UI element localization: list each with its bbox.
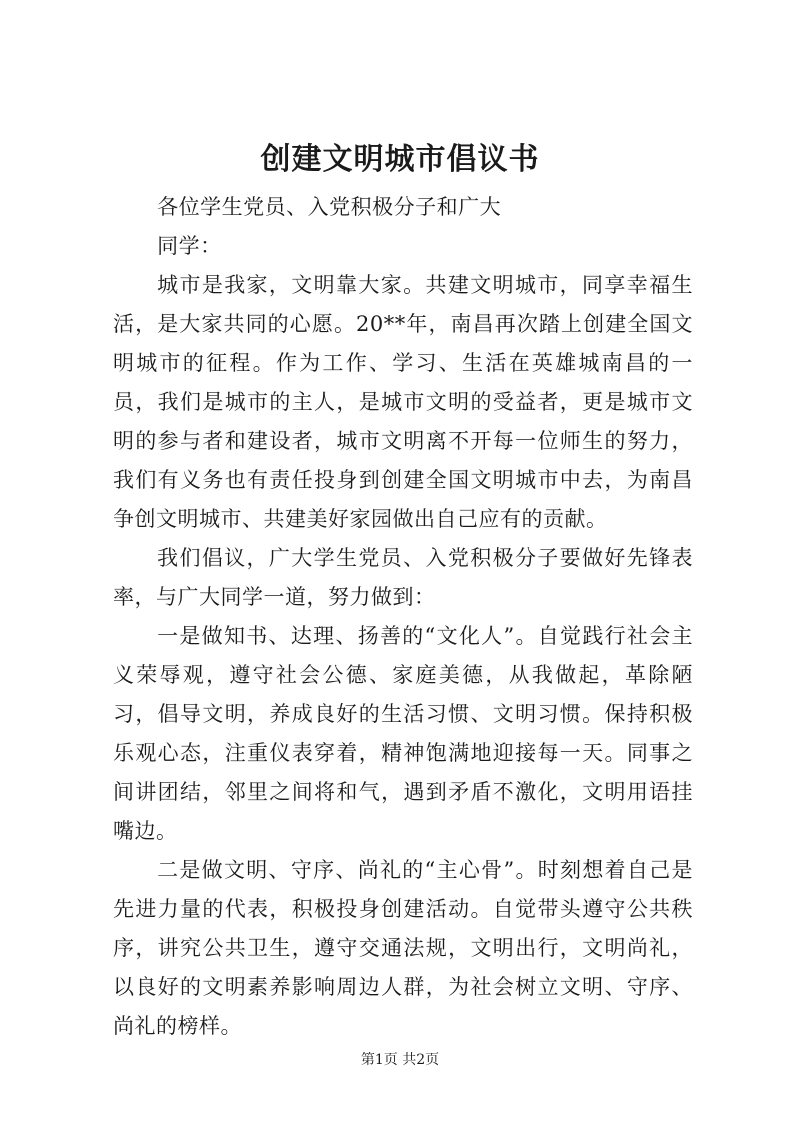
document-title: 创建文明城市倡议书 xyxy=(260,142,540,177)
salutation-line-2: 同学： xyxy=(157,234,222,258)
paragraph-point-two: 二是做文明、守序、尚礼的“主心骨”。时刻想着自己是先进力量的代表，积极投身创建活动。自觉带头遵守公共秩序，讲究公共卫生，遵守交通法规，文明出行，文明尚礼，以良好的文明素养影响周边人群，为社会树立文明、守序、尚礼的榜样。 xyxy=(113,858,693,1038)
document-body xyxy=(113,188,693,1046)
paragraph-intro: 城市是我家，文明靠大家。共建文明城市，同享幸福生活，是大家共同的心愿。20**年，南昌再次踏上创建全国文明城市的征程。作为工作、学习、生活在英雄城南昌的一员，我们是城市的主人，是城市文明的受益者，更是城市文明的参与者和建设者，城市文明离不开每一位师生的努力，我们有义务也有责任投身到创建全国文明城市中去，为南昌争创文明城市、共建美好家园做出自己应有的贡献。 xyxy=(113,273,693,531)
page-number-footer: 第1页 共2页 xyxy=(360,1052,440,1068)
salutation-line-1: 各位学生党员、入党积极分子和广大 xyxy=(157,195,502,219)
paragraph-proposal: 我们倡议，广大学生党员、入党积极分子要做好先锋表率，与广大同学一道，努力做到： xyxy=(113,546,693,609)
paragraph-point-one: 一是做知书、达理、扬善的“文化人”。自觉践行社会主义荣辱观，遵守社会公德、家庭美德，从我做起，革除陋习，倡导文明，养成良好的生活习惯、文明习惯。保持积极乐观心态，注重仪表穿着，精神饱满地迎接每一天。同事之间讲团结，邻里之间将和气，遇到矛盾不激化，文明用语挂嘴边。 xyxy=(113,624,693,843)
